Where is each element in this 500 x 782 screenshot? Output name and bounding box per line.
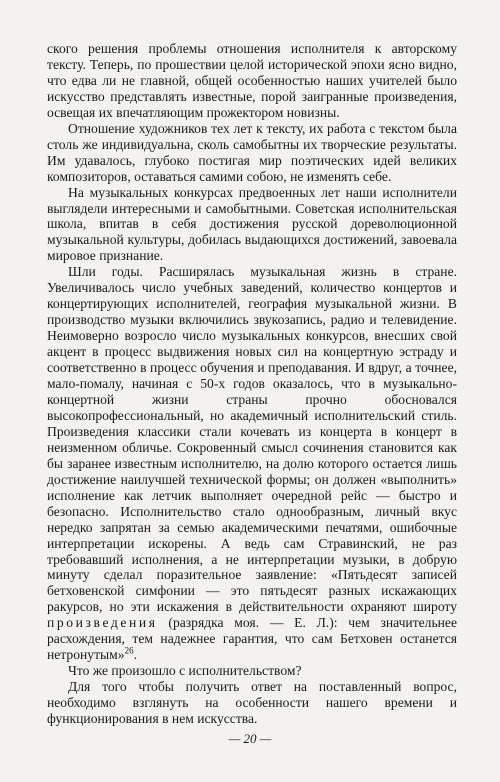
paragraph-4-text: Шли годы. Расширялась музыкальная жизнь в стране. Увеличивалось число учебных заведений, количество концертов и концертирующих исполнителей, география музыкальной жизни. В производство музыки включились звукозапись, радио и телевидение. Неимоверно возросло число музыкальных конкурсов, внесших свой акцент в процесс выдвижения новых сил на концертную эстраду и соответственно в процесс обучения и преподавания. И вдруг, а точнее, мало-помалу, начиная с 50-х годов оказалось, что в музыкально-концертной жизни страны прочно обосновался высокопрофессиональный, но академичный исполнительский стиль. Произведения классики стали кочевать из концерта в концерт в неизменном обличье. Сокровенный смысл сочинения становится как бы заранее известным исполнителю, на долю которого остается лишь достижение наилучшей технической формы; он должен «выполнить» исполнение как летчик выполняет очередной рейс — быстро и безопасно. Исполнительство стало однообразным, личный вкус нередко запрятан за семью академическими печатями, ошибочные интерпретации искорены. А ведь сам Стравинский, не раз требовавший исполнения, а не интерпретации музыки, в добрую минуту сделал поразительное заявление: «Пятьдесят записей бетховенской симфонии — это пятьдесят разных искажающих ракурсов, но эти искажения в действительности охраняют широту <box>47 264 457 615</box>
body-text <box>47 41 457 727</box>
spaced-emphasis: произведения <box>47 615 158 631</box>
paragraph-2: Отношение художников тех лет к тексту, их работа с текстом была столь же индивидуальна, сколь самобытны их творческие результаты. Им удавалось, глубоко постигая мир поэтических идей великих композиторов, оставаться самими собою, не изменять себе. <box>47 120 457 184</box>
paragraph-3: На музыкальных конкурсах предвоенных лет наши исполнители выглядели интересными и самобытными. Советская исполнительская школа, впитав в себя достижения русской дореволюционной музыкальной культуры, добилась выдающихся достижений, завоевала мировое признание. <box>47 184 457 264</box>
quote-tail: (разрядка моя. — Е. Л.): чем значительнее расхождения, тем надежнее гарантия, что сам Бетховен останется нетронутым» <box>47 615 457 663</box>
paragraph-6: Для того чтобы получить ответ на поставленный вопрос, необходимо взглянуть на особенности нашего времени и функционирования в нем искусства. <box>47 679 457 727</box>
footnote-reference: 26 <box>124 645 134 656</box>
paragraph-5: Что же произошло с исполнительством? <box>68 663 302 679</box>
page-number: — 20 — <box>228 731 272 746</box>
paragraph-1: ского решения проблемы отношения исполнителя к авторскому тексту. Теперь, по прошествии целой исторической эпохи ясно видно, что едва ли не главной, общей особенностью наших учителей было искусство представлять известные, порой заигранные произведения, освещая их впечатляющим прожектором новизны. <box>47 41 457 120</box>
paragraph-4: Шли годы. Расширялась музыкальная жизнь в стране. Увеличивалось число учебных заведений, количество концертов и концертирующих исполнителей, география музыкальной жизни. В производство музыки включились звукозапись, радио и телевидение. Неимоверно возросло число музыкальных конкурсов, внесших свой акцент в процесс выдвижения новых сил на концертную эстраду и соответственно в процесс обучения и преподавания. И вдруг, а точнее, мало-помалу, начиная с 50-х годов оказалось, что в музыкально-концертной жизни страны прочно обосновался высокопрофессиональный, но академичный исполнительский стиль. Произведения классики стали кочевать из концерта в концерт в неизменном обличье. Сокровенный смысл сочинения становится как бы заранее известным исполнителю, на долю которого остается лишь достижение наилучшей технической формы; он должен «выполнить» исполнение как летчик выполняет очередной рейс — быстро и безопасно. Исполнительство стало однообразным, личный вкус нередко запрятан за семью академическими печатями, ошибочные интерпретации искорены. А ведь сам Стравинский, не раз требовавший исполнения, а не интерпретации музыки, в добрую минуту сделал поразительное заявление: «Пятьдесят записей бетховенской симфонии — это пятьдесят разных искажающих ракурсов, но эти искажения в действительности охраняют широту произведения (разрядка моя. — Е. Л.): чем значительнее расхождения, тем надежнее гарантия, что сам Бетховен останется нетронутым»$^{26}$. <box>47 264 457 663</box>
